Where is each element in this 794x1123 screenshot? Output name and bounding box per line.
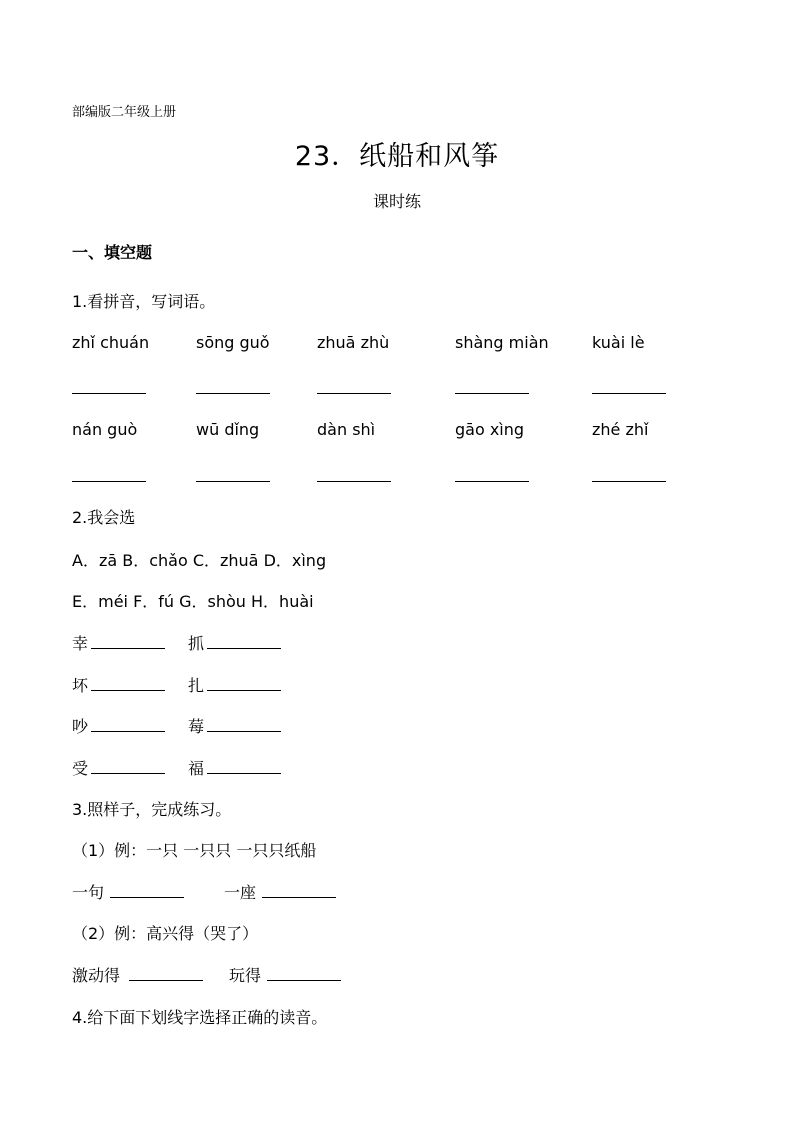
exercise-prompt: 一句 xyxy=(72,883,105,902)
pinyin-item: kuài lè xyxy=(592,333,645,352)
answer-blank[interactable] xyxy=(91,648,165,649)
answer-blank[interactable] xyxy=(91,773,165,774)
character-label: 幸 xyxy=(72,634,89,653)
character-label: 受 xyxy=(72,759,89,778)
example-1: （1）例：一只 一只只 一只只纸船 xyxy=(72,841,317,860)
book-label: 部编版二年级上册 xyxy=(72,105,177,120)
answer-blank[interactable] xyxy=(455,481,529,482)
character-label: 莓 xyxy=(188,717,205,736)
answer-blank[interactable] xyxy=(196,481,270,482)
answer-blank[interactable] xyxy=(72,481,146,482)
pinyin-item: dàn shì xyxy=(317,420,376,439)
pinyin-item: zhuā zhù xyxy=(317,333,390,352)
pinyin-item: sōng guǒ xyxy=(196,333,270,352)
page-subtitle: 课时练 xyxy=(372,192,421,211)
question-4-title: 4.给下面下划线字选择正确的读音。 xyxy=(72,1008,328,1027)
pinyin-item: zhé zhǐ xyxy=(592,420,649,439)
answer-blank[interactable] xyxy=(207,648,281,649)
section-heading-fill-blank: 一、填空题 xyxy=(72,243,153,262)
pinyin-item: nán guò xyxy=(72,420,138,439)
character-label: 福 xyxy=(188,759,205,778)
question-3-title: 3.照样子，完成练习。 xyxy=(72,800,232,819)
pinyin-item: shàng miàn xyxy=(455,333,549,352)
answer-blank[interactable] xyxy=(317,481,391,482)
answer-blank[interactable] xyxy=(455,393,529,394)
pinyin-item: wū dǐng xyxy=(196,420,260,439)
character-label: 抓 xyxy=(188,634,205,653)
answer-blank[interactable] xyxy=(207,731,281,732)
answer-blank[interactable] xyxy=(207,690,281,691)
exercise-prompt: 一座 xyxy=(224,883,257,902)
exercise-prompt: 激动得 xyxy=(72,966,121,985)
answer-blank[interactable] xyxy=(592,481,666,482)
options-line: A．zā B．chǎo C．zhuā D．xìng xyxy=(72,551,327,570)
answer-blank[interactable] xyxy=(207,773,281,774)
pinyin-item: gāo xìng xyxy=(455,420,525,439)
character-label: 扎 xyxy=(188,676,205,695)
character-label: 吵 xyxy=(72,717,89,736)
page-title: 23．纸船和风筝 xyxy=(294,141,500,172)
answer-blank[interactable] xyxy=(72,393,146,394)
options-line: E．méi F．fú G．shòu H．huài xyxy=(72,592,314,611)
answer-blank[interactable] xyxy=(110,897,184,898)
answer-blank[interactable] xyxy=(592,393,666,394)
example-2: （2）例：高兴得（哭了） xyxy=(72,924,259,943)
answer-blank[interactable] xyxy=(91,731,165,732)
exercise-prompt: 玩得 xyxy=(229,966,262,985)
question-2-title: 2.我会选 xyxy=(72,508,136,527)
answer-blank[interactable] xyxy=(317,393,391,394)
pinyin-item: zhǐ chuán xyxy=(72,333,150,352)
question-1-title: 1.看拼音，写词语。 xyxy=(72,292,216,311)
answer-blank[interactable] xyxy=(262,897,336,898)
answer-blank[interactable] xyxy=(91,690,165,691)
character-label: 坏 xyxy=(72,676,89,695)
answer-blank[interactable] xyxy=(129,980,203,981)
answer-blank[interactable] xyxy=(267,980,341,981)
answer-blank[interactable] xyxy=(196,393,270,394)
